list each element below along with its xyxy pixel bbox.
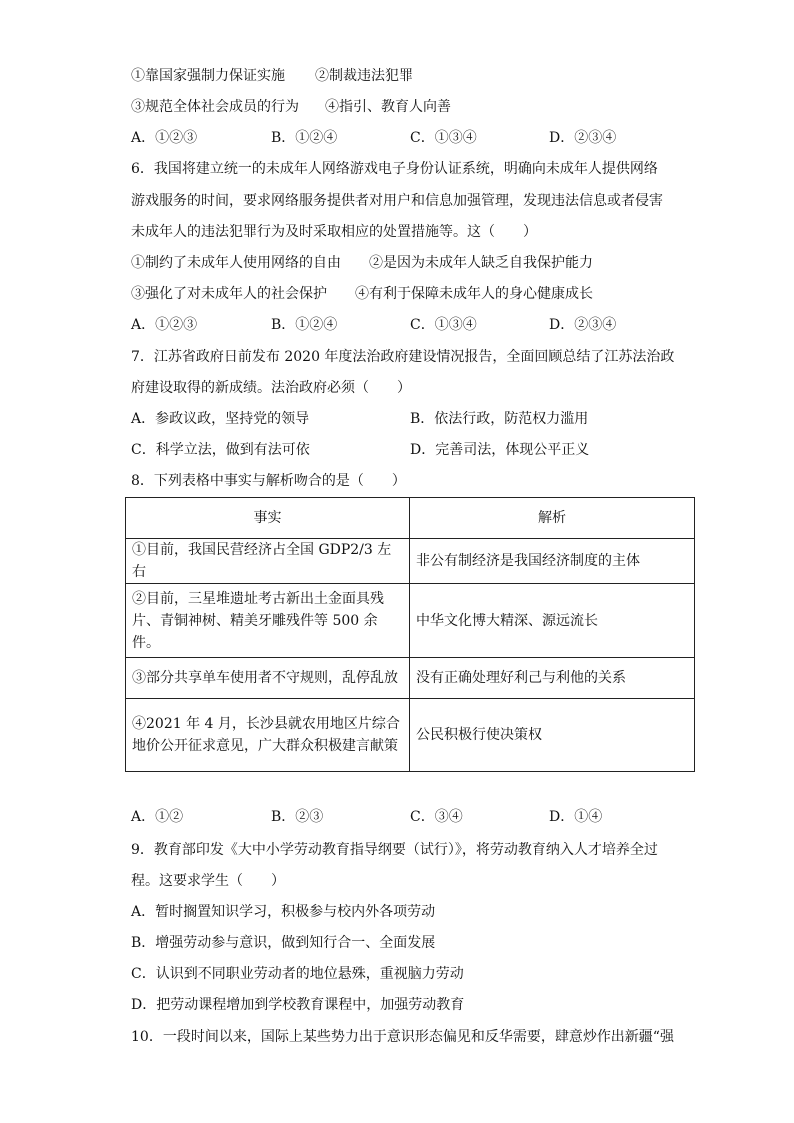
q9-choice-c[interactable]: C．认识到不同职业劳动者的地位悬殊，重视脑力劳动 [131, 966, 464, 982]
q6-option-1: ①制约了未成年人使用网络的自由 [131, 255, 341, 271]
q6-choice-b[interactable]: B．①②④ [271, 317, 338, 333]
table-row [126, 699, 695, 772]
q6-choice-c[interactable]: C．①③④ [410, 317, 477, 333]
table-row [126, 539, 695, 584]
q6-options-row-1 [131, 253, 593, 273]
header-fact: 事实 [126, 498, 410, 539]
q6-option-3: ③强化了对未成年人的社会保护 [131, 286, 327, 302]
q9-stem-line-1: 9．教育部印发《大中小学劳动教育指导纲要（试行）》，将劳动教育纳入人才培养全过 [131, 842, 658, 858]
q6-choice-d[interactable]: D．②③④ [549, 317, 617, 333]
q7-stem-line-2: 府建设取得的新成绩。法治政府必须（ ） [131, 380, 411, 396]
table-header-row [126, 498, 695, 539]
table-cell-analysis: 非公有制经济是我国经济制度的主体 [410, 539, 695, 584]
table-row [126, 658, 695, 699]
q5-choice-a[interactable]: A．①②③ [131, 130, 198, 146]
q8-table [125, 497, 695, 772]
q8-choice-b[interactable]: B．②③ [271, 809, 324, 825]
q8-stem: 8．下列表格中事实与解析吻合的是（ ） [131, 473, 406, 489]
q5-option-4: ④指引、教育人向善 [325, 99, 451, 115]
q7-choice-c[interactable]: C．科学立法，做到有法可依 [131, 442, 310, 458]
table-row [126, 584, 695, 658]
q7-stem-line-1: 7．江苏省政府日前发布 2020 年度法治政府建设情况报告，全面回顾总结了江苏法治政 [131, 349, 675, 365]
q9-stem-line-2: 程。这要求学生（ ） [131, 873, 285, 889]
q6-stem-line-2: 游戏服务的时间，要求网络服务提供者对用户和信息加强管理，发现违法信息或者侵害 [131, 193, 663, 209]
q5-option-1: ①靠国家强制力保证实施 [131, 68, 285, 84]
q5-option-3: ③规范全体社会成员的行为 [131, 99, 299, 115]
q9-choice-a[interactable]: A．暂时搁置知识学习，积极参与校内外各项劳动 [131, 904, 436, 920]
q9-choice-d[interactable]: D．把劳动课程增加到学校教育课程中，加强劳动教育 [131, 997, 465, 1013]
q5-choice-d[interactable]: D．②③④ [549, 130, 617, 146]
header-analysis: 解析 [410, 498, 695, 539]
table-cell-analysis: 没有正确处理好利己与利他的关系 [410, 658, 695, 699]
q6-stem-line-1: 6．我国将建立统一的未成年人网络游戏电子身份认证系统，明确向未成年人提供网络 [131, 161, 658, 177]
q10-stem-line-1: 10．一段时间以来，国际上某些势力出于意识形态偏见和反华需要，肆意炒作出新疆“强 [131, 1029, 674, 1045]
table-cell-fact: ③部分共享单车使用者不守规则，乱停乱放 [126, 658, 410, 699]
table-cell-analysis: 中华文化博大精深、源远流长 [410, 584, 695, 658]
table-cell-fact: ②目前，三星堆遗址考古新出土金面具残片、青铜神树、精美牙雕残件等 500 余件。 [126, 584, 410, 658]
q7-choices-row-2 [131, 440, 691, 460]
q6-option-2: ②是因为未成年人缺乏自我保护能力 [369, 255, 593, 271]
table-cell-fact: ④2021 年 4 月，长沙县就农用地区片综合地价公开征求意见，广大群众积极建言献策 [126, 699, 410, 772]
q7-choice-a[interactable]: A．参政议政，坚持党的领导 [131, 411, 310, 427]
q5-choice-c[interactable]: C．①③④ [410, 130, 477, 146]
q5-options-row-1 [131, 66, 413, 86]
q7-choices-row-1 [131, 409, 691, 429]
q5-option-2: ②制裁违法犯罪 [315, 68, 413, 84]
q8-choices [131, 807, 691, 827]
q8-choice-c[interactable]: C．③④ [410, 809, 463, 825]
q5-options-row-2 [131, 97, 451, 117]
q7-choice-b[interactable]: B．依法行政，防范权力滥用 [410, 411, 589, 427]
q6-choice-a[interactable]: A．①②③ [131, 317, 198, 333]
table-cell-analysis: 公民积极行使决策权 [410, 699, 695, 772]
q6-option-4: ④有利于保障未成年人的身心健康成长 [355, 286, 593, 302]
q8-choice-d[interactable]: D．①④ [549, 809, 603, 825]
q5-choice-b[interactable]: B．①②④ [271, 130, 338, 146]
q8-choice-a[interactable]: A．①② [131, 809, 184, 825]
table-cell-fact: ①目前，我国民营经济占全国 GDP2/3 左右 [126, 539, 410, 584]
q6-stem-line-3: 未成年人的违法犯罪行为及时采取相应的处置措施等。这（ ） [131, 224, 537, 240]
q6-options-row-2 [131, 284, 593, 304]
q6-choices [131, 315, 691, 335]
q5-choices [131, 128, 691, 148]
q7-choice-d[interactable]: D．完善司法，体现公平正义 [410, 442, 590, 458]
q9-choice-b[interactable]: B．增强劳动参与意识，做到知行合一、全面发展 [131, 935, 436, 951]
